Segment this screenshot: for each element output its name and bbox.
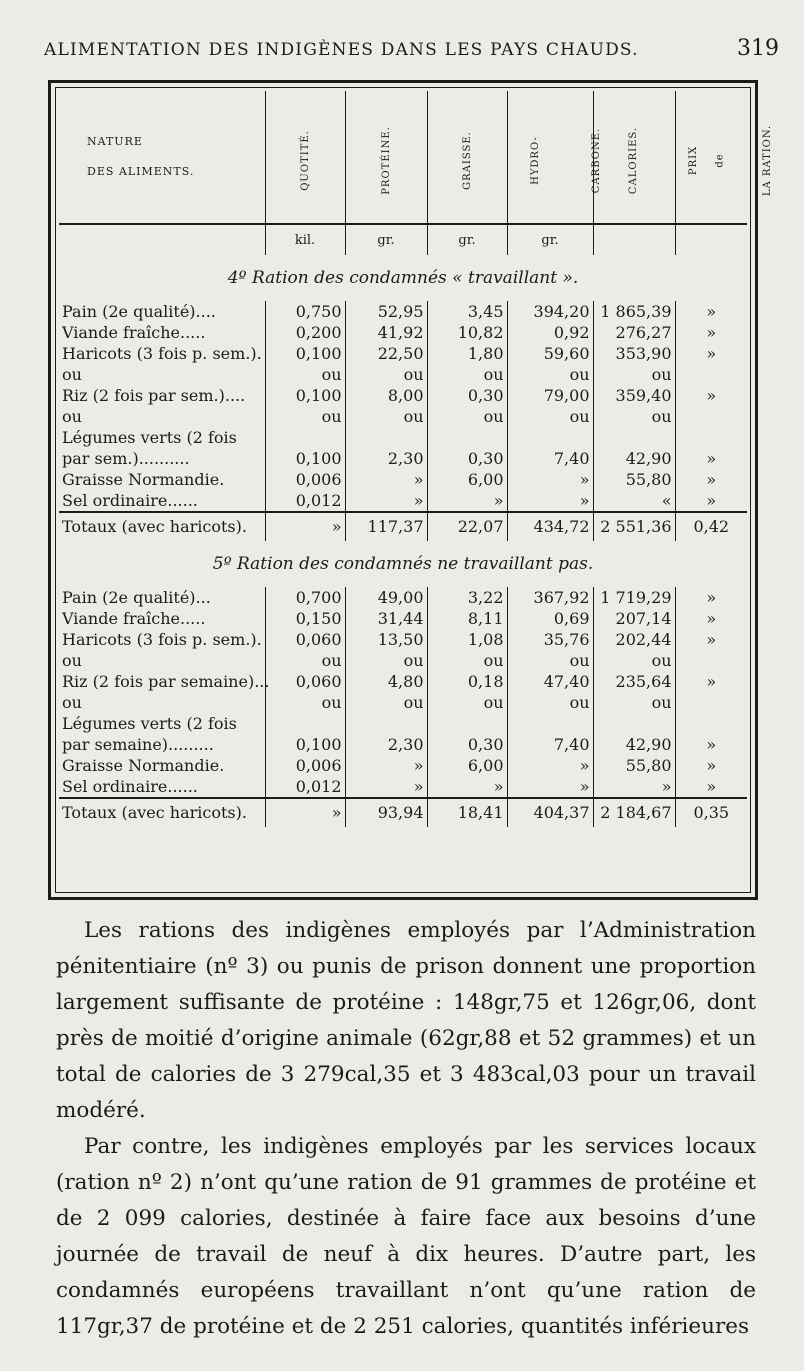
cell-calories: 353,90 [593, 343, 675, 364]
cell-proteine: 8,00 [345, 385, 427, 406]
cell-proteine: » [345, 469, 427, 490]
cell-calories: 235,64 [593, 671, 675, 692]
table-row [59, 301, 747, 322]
header-prix-line3: LA RATION. [762, 124, 774, 196]
section-5-title: 5º Ration des condamnés ne travaillant pas. [212, 554, 594, 574]
cell-prix: » [675, 671, 747, 692]
cell-name: Légumes verts (2 fois [62, 428, 237, 447]
paragraph-1: Les rations des indigènes employés par l’Administration pénitentiaire (nº 3) ou punis de prison donnent une proportion largement suffisante de protéine : 148gr,75 et 126gr,06, dont près de moitié d’origine animale (62gr,88 et 52 grammes) et un total de calories de 3 279cal,35 et 3 483cal,03 pour un travail modéré. [56, 918, 756, 1123]
cell-prix: » [675, 734, 747, 755]
header-hydro-line1: HYDRO- [529, 135, 541, 185]
cell-graisse [427, 713, 507, 734]
cell-graisse: » [427, 490, 507, 512]
cell-hydro: » [507, 490, 593, 512]
cell-quotite: ou [265, 650, 345, 671]
paragraph-2: Par contre, les indigènes employés par les services locaux (ration nº 2) n’ont qu’une ration de 91 grammes de protéine et de 2 099 calories, destinée à faire face aux besoins d’une journée de travail de neuf à dix heures. D’autre part, les condamnés européens travaillant n’ont qu’une ration de 117gr,37 de protéine et de 2 251 calories, quantités inférieures [56, 1134, 756, 1339]
header-proteine-label: PROTÉINE. [380, 125, 392, 195]
cell-proteine: 4,80 [345, 671, 427, 692]
table-row [59, 343, 747, 364]
cell-calories: « [593, 490, 675, 512]
cell-quotite: 0,006 [265, 469, 345, 490]
table-row [59, 734, 747, 755]
cell-prix [675, 406, 747, 427]
cell-hydro: ou [507, 650, 593, 671]
header-quotite [265, 91, 345, 224]
section-4-body [59, 301, 747, 541]
cell-hydro [507, 427, 593, 448]
total-row [59, 798, 747, 827]
cell-calories [593, 427, 675, 448]
cell-graisse: 18,41 [427, 798, 507, 827]
cell-name: Riz (2 fois par semaine)... [62, 672, 270, 691]
cell-name: Viande fraîche..... [62, 609, 206, 628]
cell-name: ou [62, 365, 82, 384]
cell-graisse: 6,00 [427, 755, 507, 776]
cell-hydro: » [507, 776, 593, 798]
cell-quotite: 0,060 [265, 671, 345, 692]
cell-proteine: » [345, 755, 427, 776]
cell-graisse: 0,30 [427, 734, 507, 755]
running-title: ALIMENTATION DES INDIGÈNES DANS LES PAYS CHAUDS. [44, 40, 639, 60]
body-text [56, 913, 756, 1345]
cell-prix: » [675, 322, 747, 343]
cell-name: Totaux (avec haricots). [59, 798, 265, 827]
cell-hydro: 0,92 [507, 322, 593, 343]
cell-graisse: 6,00 [427, 469, 507, 490]
cell-prix: » [675, 343, 747, 364]
cell-hydro: » [507, 755, 593, 776]
cell-prix: » [675, 385, 747, 406]
header-proteine [345, 91, 427, 224]
cell-graisse: 22,07 [427, 512, 507, 541]
cell-calories: 202,44 [593, 629, 675, 650]
section-4-title: 4º Ration des condamnés « travaillant ». [227, 268, 579, 288]
cell-name: Haricots (3 fois p. sem.). [62, 344, 262, 363]
cell-name: Riz (2 fois par sem.).... [62, 386, 246, 405]
cell-graisse: ou [427, 364, 507, 385]
cell-proteine: 2,30 [345, 734, 427, 755]
cell-graisse: 0,30 [427, 448, 507, 469]
cell-quotite: 0,006 [265, 755, 345, 776]
cell-hydro: 434,72 [507, 512, 593, 541]
cell-name: Pain (2e qualité)... [62, 588, 211, 607]
cell-proteine: 2,30 [345, 448, 427, 469]
table-row [59, 755, 747, 776]
cell-calories: ou [593, 406, 675, 427]
cell-name: ou [62, 407, 82, 426]
cell-prix: 0,35 [675, 798, 747, 827]
header-nature [59, 91, 265, 224]
header-nature-line1: NATURE [87, 135, 143, 148]
cell-calories [593, 713, 675, 734]
cell-graisse: 8,11 [427, 608, 507, 629]
unit-hydro: gr. [507, 224, 593, 255]
cell-graisse: 0,30 [427, 385, 507, 406]
table-row [59, 671, 747, 692]
cell-prix: » [675, 629, 747, 650]
cell-calories: ou [593, 692, 675, 713]
cell-calories: 42,90 [593, 448, 675, 469]
total-row [59, 512, 747, 541]
header-quotite-label: QUOTITÉ. [299, 129, 311, 191]
cell-proteine: 52,95 [345, 301, 427, 322]
cell-calories: 55,80 [593, 755, 675, 776]
cell-prix [675, 692, 747, 713]
cell-proteine: ou [345, 364, 427, 385]
header-hydrocarbone [507, 91, 603, 224]
cell-proteine: 117,37 [345, 512, 427, 541]
cell-calories: 55,80 [593, 469, 675, 490]
cell-hydro: » [507, 469, 593, 490]
table-row [59, 364, 747, 385]
cell-name: par sem.).......... [62, 449, 190, 468]
cell-graisse: 1,80 [427, 343, 507, 364]
table-row [59, 469, 747, 490]
cell-proteine: 93,94 [345, 798, 427, 827]
cell-prix: » [675, 301, 747, 322]
cell-prix [675, 713, 747, 734]
cell-calories: 359,40 [593, 385, 675, 406]
table-row [59, 587, 747, 608]
cell-calories: 2 551,36 [593, 512, 675, 541]
table-row [59, 322, 747, 343]
cell-graisse: 10,82 [427, 322, 507, 343]
table-row [59, 692, 747, 713]
cell-name: Graisse Normandie. [62, 756, 225, 775]
cell-name: Sel ordinaire...... [62, 777, 198, 796]
cell-prix [675, 427, 747, 448]
cell-calories: 42,90 [593, 734, 675, 755]
cell-prix: » [675, 448, 747, 469]
cell-prix [675, 650, 747, 671]
cell-graisse: 1,08 [427, 629, 507, 650]
cell-proteine: 31,44 [345, 608, 427, 629]
cell-graisse: ou [427, 692, 507, 713]
cell-prix: » [675, 587, 747, 608]
cell-name: Haricots (3 fois p. sem.). [62, 630, 262, 649]
cell-prix: » [675, 469, 747, 490]
cell-prix [675, 364, 747, 385]
cell-graisse: ou [427, 650, 507, 671]
table-row [59, 427, 747, 448]
cell-quotite: 0,750 [265, 301, 345, 322]
table-row [59, 490, 747, 512]
header-graisse-label: GRAISSE. [461, 130, 473, 190]
cell-graisse: 3,22 [427, 587, 507, 608]
cell-calories: 276,27 [593, 322, 675, 343]
cell-hydro: ou [507, 406, 593, 427]
cell-proteine: 41,92 [345, 322, 427, 343]
header-prix-line1: PRIX [687, 145, 699, 175]
cell-name: Graisse Normandie. [62, 470, 225, 489]
cell-quotite: ou [265, 364, 345, 385]
cell-calories: 2 184,67 [593, 798, 675, 827]
cell-prix: » [675, 776, 747, 798]
table-row [59, 448, 747, 469]
cell-name: ou [62, 651, 82, 670]
section-5-body [59, 587, 747, 827]
cell-quotite [265, 427, 345, 448]
cell-quotite: 0,012 [265, 776, 345, 798]
header-hydro-line2: CARBONE. [591, 127, 603, 193]
cell-proteine [345, 713, 427, 734]
cell-proteine [345, 427, 427, 448]
cell-proteine: 49,00 [345, 587, 427, 608]
cell-prix: 0,42 [675, 512, 747, 541]
page-number: 319 [737, 36, 779, 61]
cell-name: Sel ordinaire...... [62, 491, 198, 510]
cell-proteine: » [345, 490, 427, 512]
cell-proteine: ou [345, 650, 427, 671]
cell-hydro: 367,92 [507, 587, 593, 608]
cell-hydro: 0,69 [507, 608, 593, 629]
cell-calories: ou [593, 650, 675, 671]
cell-quotite: 0,100 [265, 343, 345, 364]
unit-calories [593, 224, 675, 255]
unit-row [59, 224, 747, 255]
unit-proteine: gr. [345, 224, 427, 255]
ration-table [59, 91, 774, 827]
unit-quotite: kil. [265, 224, 345, 255]
cell-quotite: » [265, 512, 345, 541]
cell-graisse: 0,18 [427, 671, 507, 692]
cell-proteine: 22,50 [345, 343, 427, 364]
cell-prix: » [675, 755, 747, 776]
cell-prix: » [675, 490, 747, 512]
header-graisse [427, 91, 507, 224]
cell-calories: ou [593, 364, 675, 385]
cell-hydro: ou [507, 692, 593, 713]
table-row [59, 776, 747, 798]
cell-quotite: ou [265, 406, 345, 427]
cell-hydro: 404,37 [507, 798, 593, 827]
cell-hydro: 79,00 [507, 385, 593, 406]
cell-quotite: 0,700 [265, 587, 345, 608]
cell-graisse: 3,45 [427, 301, 507, 322]
header-calories [593, 91, 675, 224]
cell-prix: » [675, 608, 747, 629]
cell-quotite: 0,012 [265, 490, 345, 512]
cell-hydro: 7,40 [507, 448, 593, 469]
cell-quotite: » [265, 798, 345, 827]
cell-hydro [507, 713, 593, 734]
table-row [59, 406, 747, 427]
cell-graisse: » [427, 776, 507, 798]
section-5-title-row [59, 541, 747, 587]
header-prix-line2: de [714, 152, 726, 168]
table-row [59, 385, 747, 406]
cell-proteine: ou [345, 406, 427, 427]
unit-graisse: gr. [427, 224, 507, 255]
cell-hydro: ou [507, 364, 593, 385]
cell-calories: » [593, 776, 675, 798]
cell-name: ou [62, 693, 82, 712]
cell-name: Viande fraîche..... [62, 323, 206, 342]
header-calories-label: CALORIES. [628, 126, 640, 194]
running-head [44, 36, 779, 66]
cell-calories: 207,14 [593, 608, 675, 629]
cell-name: Totaux (avec haricots). [59, 512, 265, 541]
header-nature-line2: DES ALIMENTS. [87, 165, 195, 178]
header-prix [675, 91, 774, 224]
cell-hydro: 35,76 [507, 629, 593, 650]
cell-hydro: 394,20 [507, 301, 593, 322]
cell-name: Légumes verts (2 fois [62, 714, 237, 733]
cell-quotite: 0,150 [265, 608, 345, 629]
cell-quotite: 0,100 [265, 734, 345, 755]
cell-hydro: 7,40 [507, 734, 593, 755]
cell-quotite: 0,100 [265, 448, 345, 469]
cell-quotite: 0,200 [265, 322, 345, 343]
cell-name: Pain (2e qualité).... [62, 302, 216, 321]
unit-blank [59, 224, 265, 255]
cell-hydro: 59,60 [507, 343, 593, 364]
ration-table-frame [48, 80, 774, 900]
table-row [59, 608, 747, 629]
cell-graisse: ou [427, 406, 507, 427]
cell-hydro: 47,40 [507, 671, 593, 692]
table-row [59, 650, 747, 671]
section-4-title-row [59, 255, 747, 301]
table-row [59, 713, 747, 734]
cell-quotite: 0,060 [265, 629, 345, 650]
cell-name: par semaine)......... [62, 735, 214, 754]
cell-quotite: 0,100 [265, 385, 345, 406]
header-row [59, 91, 747, 224]
cell-proteine: ou [345, 692, 427, 713]
cell-calories: 1 865,39 [593, 301, 675, 322]
cell-graisse [427, 427, 507, 448]
cell-quotite [265, 713, 345, 734]
unit-prix [675, 224, 747, 255]
cell-proteine: » [345, 776, 427, 798]
table-row [59, 629, 747, 650]
cell-quotite: ou [265, 692, 345, 713]
cell-calories: 1 719,29 [593, 587, 675, 608]
cell-proteine: 13,50 [345, 629, 427, 650]
